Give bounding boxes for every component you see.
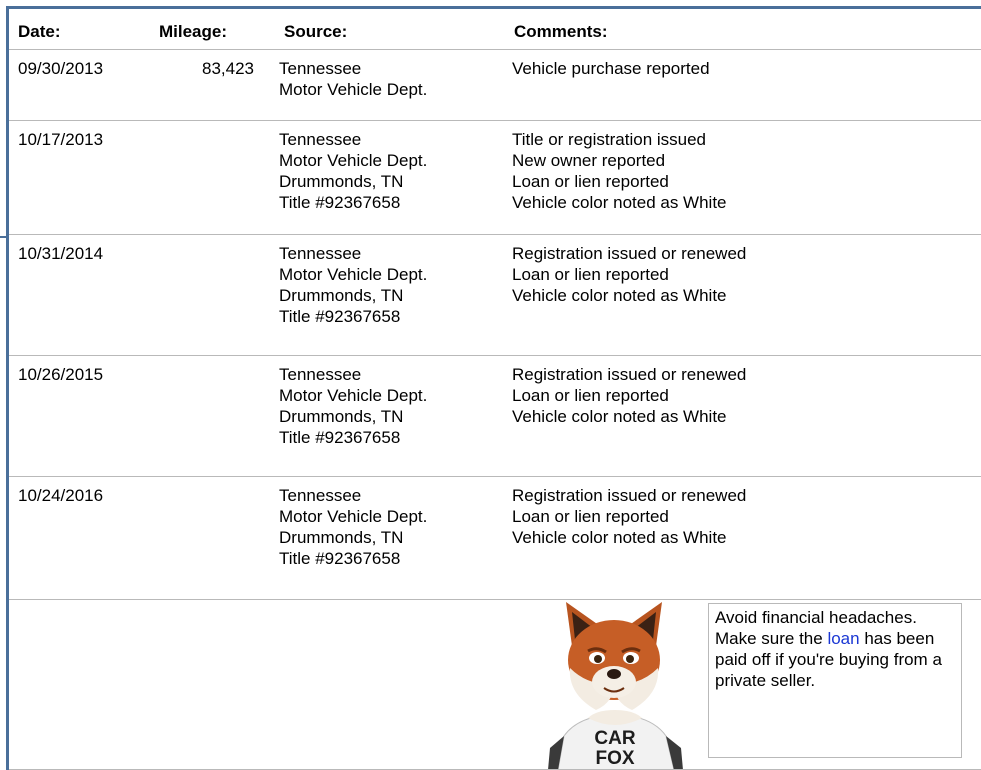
row-source [279, 364, 427, 448]
source-line: Drummonds, TN [279, 528, 404, 547]
header-date: Date: [18, 22, 61, 41]
comment-line: Vehicle color noted as White [512, 528, 727, 547]
carfox-mascot-image [548, 598, 683, 770]
source-line: Motor Vehicle Dept. [279, 386, 428, 405]
source-line: Motor Vehicle Dept. [279, 507, 428, 526]
source-line: Drummonds, TN [279, 286, 404, 305]
table-row [9, 356, 981, 477]
row-comments [512, 129, 727, 213]
row-source [279, 485, 427, 569]
source-line: Drummonds, TN [279, 407, 404, 426]
source-line: Drummonds, TN [279, 172, 404, 191]
row-source [279, 243, 427, 327]
row-comments [512, 364, 746, 427]
comment-line: Loan or lien reported [512, 172, 669, 191]
source-line: Title #92367658 [279, 193, 401, 212]
header-mileage: Mileage: [159, 22, 228, 41]
table-row [9, 50, 981, 121]
row-mileage: 83,423 [202, 59, 254, 78]
row-date: 10/31/2014 [18, 244, 104, 263]
source-line: Tennessee [279, 486, 362, 505]
row-comments [512, 58, 710, 79]
header-source: Source: [284, 22, 348, 41]
table-row [9, 477, 981, 600]
comment-line: Vehicle color noted as White [512, 193, 727, 212]
comment-line: Loan or lien reported [512, 507, 669, 526]
source-line: Title #92367658 [279, 307, 401, 326]
tip-text-after: has been paid off if you're buying from a private seller. [715, 629, 942, 690]
row-comments [512, 485, 746, 548]
comment-line: Registration issued or renewed [512, 244, 747, 263]
tip-box [708, 603, 962, 758]
frame-left-tick [0, 236, 9, 238]
header-comments: Comments: [514, 22, 608, 41]
source-line: Title #92367658 [279, 549, 401, 568]
source-line: Tennessee [279, 244, 362, 263]
source-line: Title #92367658 [279, 428, 401, 447]
source-line: Motor Vehicle Dept. [279, 265, 428, 284]
table-header [9, 9, 981, 50]
row-date: 10/17/2013 [18, 130, 104, 149]
shirt-text-car: CAR [594, 728, 636, 749]
table-row [9, 235, 981, 356]
comment-line: Title or registration issued [512, 130, 707, 149]
loan-link[interactable]: loan [827, 629, 860, 648]
row-date: 10/26/2015 [18, 365, 104, 384]
row-date: 09/30/2013 [18, 59, 104, 78]
comment-line: Vehicle color noted as White [512, 286, 727, 305]
table-row [9, 121, 981, 235]
history-table [9, 9, 981, 600]
row-date: 10/24/2016 [18, 486, 104, 505]
source-line: Tennessee [279, 59, 362, 78]
comment-line: Vehicle purchase reported [512, 59, 710, 78]
source-line: Tennessee [279, 130, 362, 149]
tip-text-before: Avoid financial headaches. Make sure the [715, 608, 917, 648]
row-source [279, 129, 427, 213]
source-line: Motor Vehicle Dept. [279, 151, 428, 170]
comment-line: Registration issued or renewed [512, 486, 747, 505]
source-line: Tennessee [279, 365, 362, 384]
row-comments [512, 243, 746, 306]
comment-line: Loan or lien reported [512, 265, 669, 284]
comment-line: New owner reported [512, 151, 666, 170]
row-source [279, 58, 427, 100]
source-line: Motor Vehicle Dept. [279, 80, 428, 99]
shirt-text-fox: FOX [595, 748, 635, 769]
comment-line: Registration issued or renewed [512, 365, 747, 384]
comment-line: Loan or lien reported [512, 386, 669, 405]
comment-line: Vehicle color noted as White [512, 407, 727, 426]
